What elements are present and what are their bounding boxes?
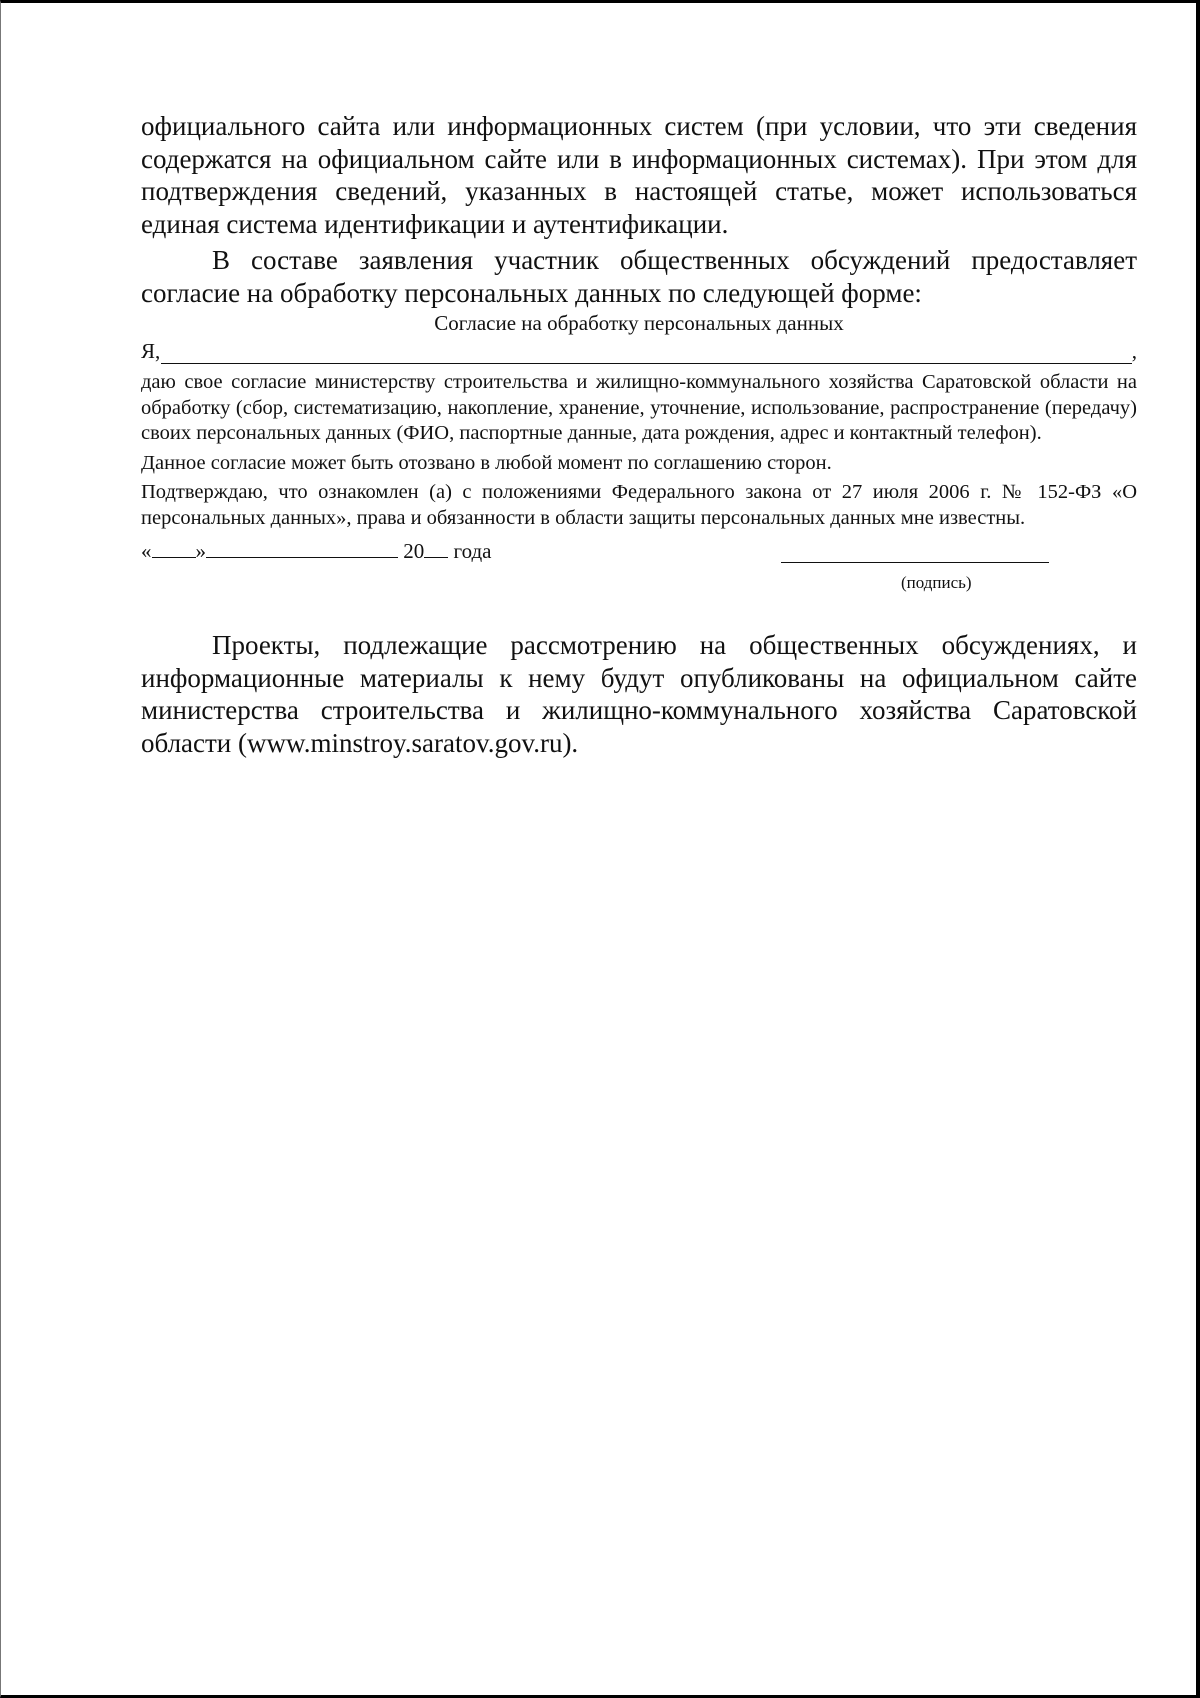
consent-ya-label: Я, (141, 339, 161, 363)
date-year-prefix: 20 (403, 539, 425, 563)
consent-body-1: даю свое согласие министерству строительства и жилищно-коммунального хозяйства Саратовской области на обработку (сбор, систематизацию, накопление, хранение, уточнение, использование, распространение (передачу) своих персональных данных (ФИО, паспортные данные, дата рождения, адрес и контактный телефон). (141, 371, 1137, 444)
paragraph-bottom: Проекты, подлежащие рассмотрению на общественных обсуждениях, и информационные материалы к нему будут опубликованы на официальном сайте министерства строительства и жилищно-коммунального хозяйства Саратовской области (www.minstroy.saratov.gov.ru). (141, 630, 1137, 758)
name-blank-field[interactable] (161, 343, 1131, 364)
paragraph-consent-intro: В составе заявления участник общественных обсуждений предоставляет согласие на обработку персональных данных по следующей форме: (141, 245, 1137, 308)
consent-name-line (141, 338, 1137, 364)
consent-title: Согласие на обработку персональных данных (434, 311, 844, 335)
signature-line[interactable] (781, 562, 1049, 563)
consent-body-3: Подтверждаю, что ознакомлен (а) с положениями Федерального закона от 27 июля 2006 г. № 152-ФЗ «О персональных данных», права и обязанности в области защиты персональных данных мне известны. (141, 481, 1137, 529)
year-blank-field[interactable] (424, 539, 448, 558)
date-field (141, 537, 492, 565)
date-close-quote: » (195, 539, 206, 563)
day-blank-field[interactable] (152, 539, 196, 558)
month-blank-field[interactable] (206, 539, 398, 558)
signature-label: (подпись) (901, 573, 972, 592)
date-signature-row (141, 537, 1137, 597)
consent-body-2: Данное согласие может быть отозвано в любой момент по соглашению сторон. (141, 451, 832, 474)
date-suffix: года (453, 539, 492, 563)
date-open-quote: « (141, 539, 152, 563)
paragraph-top: официального сайта или информационных систем (при условии, что эти сведения содержатся на официальном сайте или в информационных системах). При этом для подтверждения сведений, указанных в настоящей статье, может использоваться единая система идентификации и аутентификации. (141, 111, 1137, 239)
consent-comma: , (1131, 339, 1137, 363)
document-body (141, 110, 1137, 759)
